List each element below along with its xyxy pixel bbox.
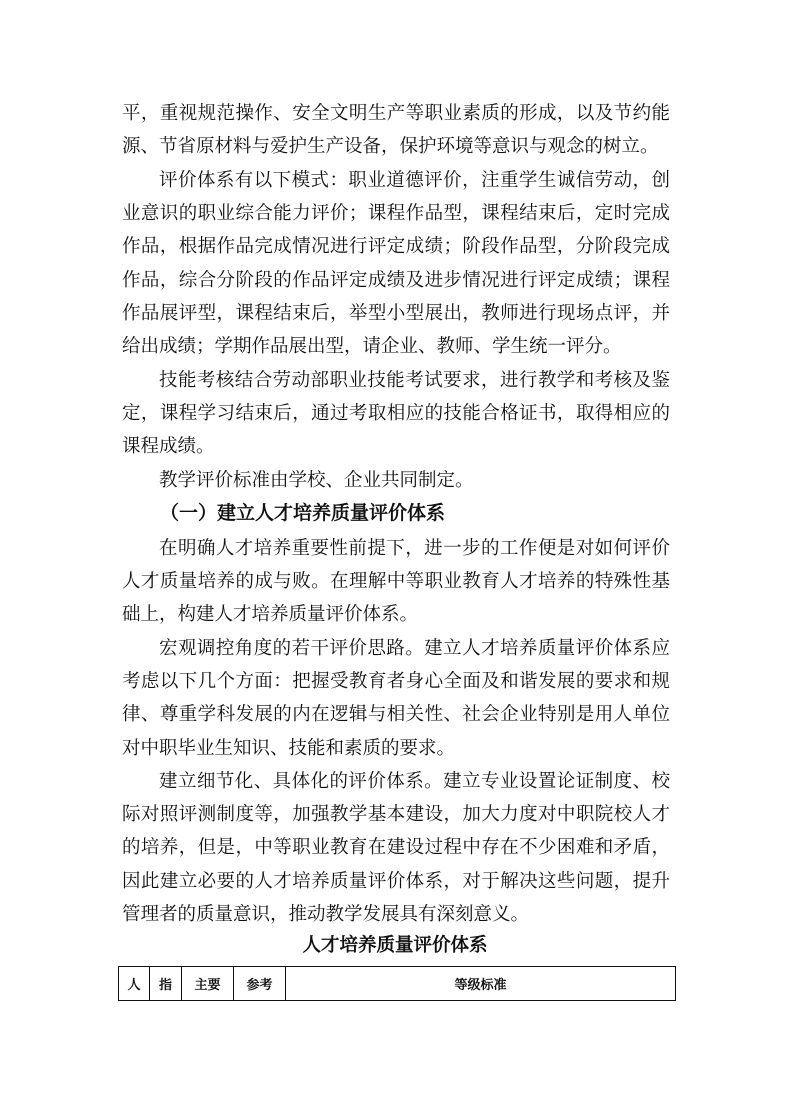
- paragraph-detailed-system: 建立细节化、具体化的评价体系。建立专业设置论证制度、校际对照评测制度等，加强教学基本建设，加大力度对中职院校人才的培养，但是，中等职业教育在建设过程中存在不少困难和矛盾，因此建立必要的人才培养质量评价体系，对于解决这些问题，提升管理者的质量意识，推动教学发展具有深刻意义。: [122, 771, 670, 925]
- paragraph-skill-assessment: 技能考核结合劳动部职业技能考试要求，进行教学和考核及鉴定，课程学习结束后，通过考取相应的技能合格证书，取得相应的课程成绩。: [122, 370, 670, 458]
- table-header-cell: 指: [150, 967, 182, 1001]
- table-header-cell: 等级标准: [286, 967, 676, 1001]
- paragraph-macro-control: 宏观调控角度的若干评价思路。建立人才培养质量评价体系应考虑以下几个方面：把握受教育者身心全面及和谐发展的要求和规律、尊重学科发展的内在逻辑与相关性、社会企业特别是用人单位对中职毕业生知识、技能和素质的要求。: [122, 638, 670, 759]
- table-header-cell: 人: [119, 967, 150, 1001]
- table-header-cell: 参考: [234, 967, 286, 1001]
- paragraph-evaluation-standard: 教学评价标准由学校、企业共同制定。: [159, 470, 474, 491]
- paragraph-talent-quality: 在明确人才培养重要性前提下，进一步的工作便是对如何评价人才质量培养的成与败。在理解中等职业教育人才培养的特殊性基础上，构建人才培养质量评价体系。: [122, 538, 670, 626]
- table-header-row: [119, 967, 676, 1001]
- evaluation-table: [118, 966, 676, 1001]
- table-header-cell: 主要: [182, 967, 234, 1001]
- paragraph-continuation: 平，重视规范操作、安全文明生产等职业素质的形成，以及节约能源、节省原材料与爱护生产设备，保护环境等意识与观念的树立。: [122, 103, 670, 158]
- paragraph-evaluation-modes: 评价体系有以下模式：职业道德评价，注重学生诚信劳动，创业意识的职业综合能力评价；课程作品型，课程结束后，定时完成作品，根据作品完成情况进行评定成绩；阶段作品型，分阶段完成作品，综合分阶段的作品评定成绩及进步情况进行评定成绩；课程作品展评型，课程结束后，举型小型展出，教师进行现场点评，并给出成绩；学期作品展出型，请企业、教师、学生统一评分。: [122, 170, 670, 358]
- section-heading: （一）建立人才培养质量评价体系: [160, 502, 446, 524]
- table-title: 人才培养质量评价体系: [302, 935, 488, 956]
